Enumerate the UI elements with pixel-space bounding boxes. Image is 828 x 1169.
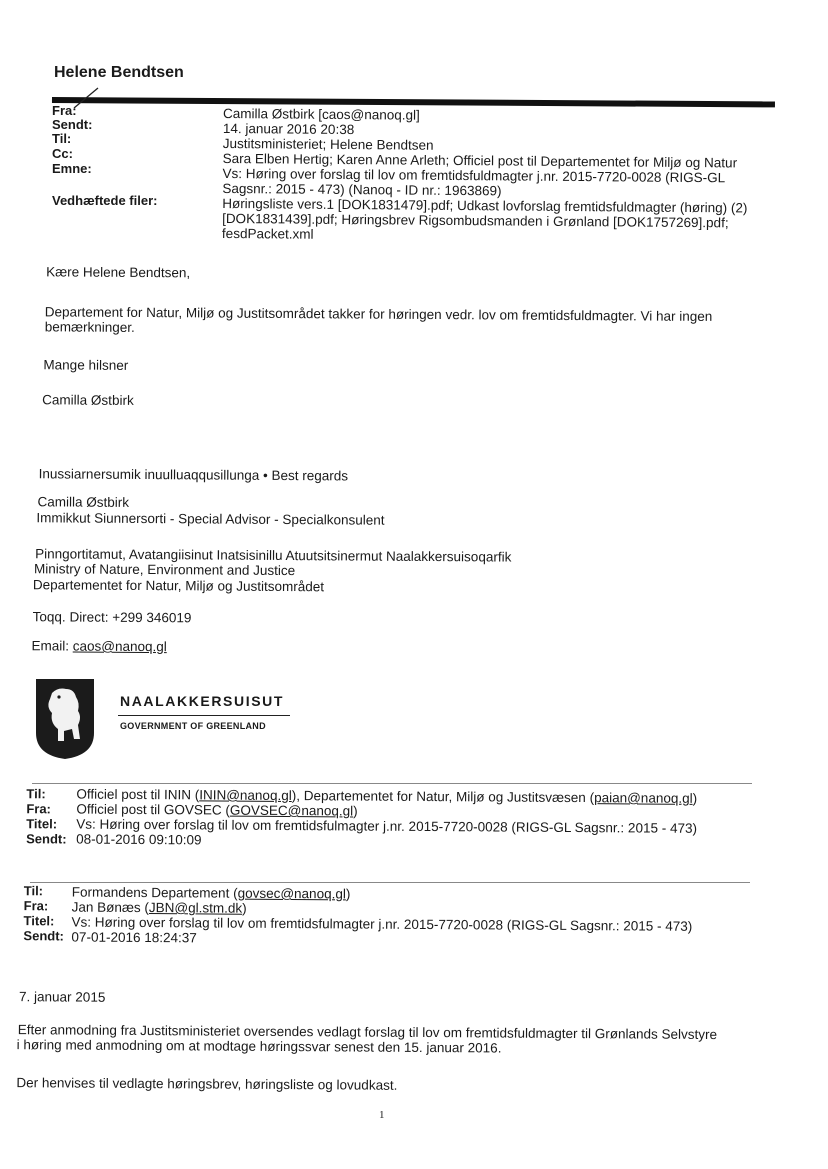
letter-date: 7. januar 2015: [18, 989, 106, 1005]
forward2-sent-value: 07-01-2016 18:24:37: [71, 929, 197, 946]
forward2-from-value: Jan Bønæs (JBN@gl.stm.dk): [71, 899, 247, 916]
cc-value: Sara Elben Hertig; Karen Anne Arleth; Officiel post til Departementet for Miljø og Natur: [222, 150, 738, 171]
letter-para1-line1: Efter anmodning fra Justitsministeriet oversendes vedlagt forslag til lov om fremtidsfuldmagter til Grønlands Selvstyre: [17, 1022, 718, 1043]
page-number: 1: [379, 1109, 385, 1121]
attachments-line3: fesdPacket.xml: [221, 225, 314, 242]
org-line2: Ministry of Nature, Environment and Justice: [33, 561, 296, 579]
forward2-from-label: Fra:: [23, 898, 49, 914]
forward1-to-email2-link[interactable]: paian@nanoq.gl: [594, 790, 693, 806]
letter-para1-line2: i høring med anmodning om at modtage høringssvar senest den 15. januar 2016.: [16, 1037, 502, 1056]
logo-subtitle: GOVERNMENT OF GREENLAND: [120, 721, 266, 731]
org-line1: Pinngortitamut, Avatangiisinut Inatsisinillu Atuutsitsinermut Naalakkersuisoqarfik: [35, 546, 512, 565]
regards-line: Inussiarnersumik inuulluaqqusillunga • Best regards: [38, 466, 349, 484]
forward1-to-value: Officiel post til ININ (ININ@nanoq.gl), Departementet for Natur, Miljø og Justitsvæsen (paian@nanoq.gl): [76, 786, 698, 806]
to-label: Til:: [52, 131, 72, 146]
forward2-to-label: Til:: [23, 883, 44, 899]
forward2-from-email-link[interactable]: JBN@gl.stm.dk: [148, 900, 243, 916]
forward1-from-email-link[interactable]: GOVSEC@nanoq.gl: [229, 802, 354, 819]
signature-name: Camilla Østbirk: [37, 494, 130, 510]
attachments-line2: [DOK1831439].pdf; Høringsbrev Rigsombudsmanden i Grønland [DOK1757269].pdf;: [222, 210, 729, 231]
cc-label: Cc:: [52, 146, 73, 161]
forward1-to-label: Til:: [26, 786, 46, 802]
forward1-sent-value: 08-01-2016 09:10:09: [76, 831, 202, 848]
subject-value-line2: Sagsnr.: 2015 - 473) (Nanoq - ID nr.: 1963869): [222, 180, 502, 199]
forward1-from-label: Fra:: [26, 801, 51, 817]
body-line1: Departement for Natur, Miljø og Justitsområdet takker for høringen vedr. lov om fremtidsfuldmagter. Vi har ingen: [44, 304, 713, 324]
from-value: Camilla Østbirk [caos@nanoq.gl]: [222, 105, 420, 123]
forward1-sent-label: Sendt:: [26, 831, 67, 847]
forward2-to-email-link[interactable]: govsec@nanoq.gl: [237, 885, 346, 902]
forward1-title-label: Titel:: [26, 816, 58, 832]
logo-title: NAALAKKERSUISUT: [120, 693, 284, 709]
closing: Mange hilsner: [43, 357, 129, 373]
forward1-to-email-link[interactable]: ININ@nanoq.gl: [199, 787, 292, 804]
forward1-title-value: Vs: Høring over forslag til lov om fremtidsfulmagter j.nr. 2015-7720-0028 (RIGS-GL Sagsnr.: 2015 - 473): [76, 816, 698, 836]
subject-label: Emne:: [52, 161, 92, 176]
sent-value: 14. januar 2016 20:38: [222, 120, 355, 138]
org-line3: Departementet for Natur, Miljø og Justitsområdet: [32, 577, 325, 595]
forward2-title-label: Titel:: [23, 913, 55, 929]
letter-para2: Der henvises til vedlagte høringsbrev, høringsliste og lovudkast.: [16, 1075, 398, 1093]
forward1-from-value: Officiel post til GOVSEC (GOVSEC@nanoq.gl): [76, 801, 358, 819]
sent-label: Sendt:: [52, 117, 93, 132]
attachments-line1: Høringsliste vers.1 [DOK1831479].pdf; Udkast lovforslag fremtidsfuldmagter (høring) (2): [222, 195, 748, 216]
forward2-to-value: Formandens Departement (govsec@nanoq.gl): [71, 884, 351, 902]
phone-line: Toqq. Direct: +299 346019: [32, 609, 192, 626]
greeting: Kære Helene Bendtsen,: [46, 264, 191, 281]
body-line2: bemærkninger.: [44, 319, 135, 335]
subject-value-line1: Vs: Høring over forslag til lov om fremtidsfuldmagter j.nr. 2015-7720-0028 (RIGS-GL: [222, 165, 726, 186]
signature-title: Immikkut Siunnersorti - Special Advisor - Specialkonsulent: [36, 510, 385, 528]
forward2-title-value: Vs: Høring over forslag til lov om fremtidsfulmagter j.nr. 2015-7720-0028 (RIGS-GL Sagsnr.: 2015 - 473): [71, 914, 693, 934]
sender-name: Camilla Østbirk: [42, 392, 134, 408]
mailbox-owner: Helene Bendtsen: [54, 64, 184, 81]
attachments-label: Vedhæftede filer:: [52, 193, 158, 208]
to-value: Justitsministeriet; Helene Bendtsen: [222, 135, 434, 153]
email-link[interactable]: caos@nanoq.gl: [72, 638, 167, 655]
forward2-sent-label: Sendt:: [23, 928, 64, 944]
email-label: Email:: [31, 638, 73, 654]
from-label: Fra:: [52, 103, 77, 118]
